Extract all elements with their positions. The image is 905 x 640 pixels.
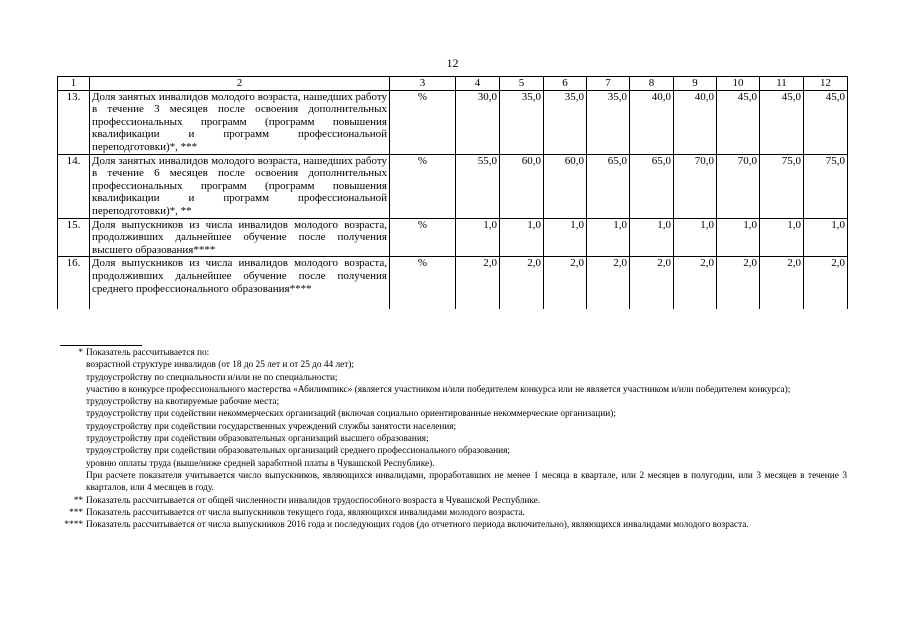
row-value: 1,0 — [674, 218, 717, 257]
row-value: 45,0 — [760, 90, 804, 154]
header-cell: 12 — [804, 77, 848, 91]
row-number: 14. — [58, 154, 90, 218]
header-cell: 6 — [544, 77, 587, 91]
row-value: 35,0 — [587, 90, 630, 154]
page-number: 12 — [446, 56, 459, 70]
row-description: Доля выпускников из числа инвалидов молодого возраста, продолживших дальнейшее обучение после получения среднего профессионального образования**** — [90, 257, 390, 310]
row-value: 70,0 — [674, 154, 717, 218]
row-description: Доля занятых инвалидов молодого возраста, нашедших работу в течение 3 месяцев после освоения дополнительных профессиональных программ (программ повышения квалификации и программ профессиональной переподготовки)*, *** — [90, 90, 390, 154]
footnote-item: трудоустройству по специальности и/или не по специальности; — [86, 372, 338, 383]
table-header-row — [58, 77, 848, 91]
row-value: 35,0 — [500, 90, 544, 154]
row-unit: % — [390, 218, 456, 257]
footnote-item: трудоустройству при содействии некоммерческих организаций (включая социально ориентированные некоммерческие организации); — [86, 409, 616, 420]
footnote-mark: **** — [64, 520, 83, 531]
row-number: 16. — [58, 257, 90, 310]
table-row — [58, 90, 848, 154]
row-unit: % — [390, 90, 456, 154]
header-cell: 8 — [630, 77, 674, 91]
footnote-item: уровню оплаты труда (выше/ниже средней заработной платы в Чувашской Республике). — [86, 458, 435, 469]
row-value: 1,0 — [760, 218, 804, 257]
footnote-item: трудоустройству при содействии образовательных организаций высшего образования; — [86, 434, 429, 445]
indicators-table — [57, 76, 848, 309]
row-value: 2,0 — [456, 257, 500, 310]
footnote-4 — [60, 519, 847, 531]
header-cell: 10 — [717, 77, 760, 91]
row-value: 1,0 — [630, 218, 674, 257]
table-row — [58, 257, 848, 310]
row-value: 70,0 — [717, 154, 760, 218]
row-value: 1,0 — [804, 218, 848, 257]
row-value: 2,0 — [544, 257, 587, 310]
row-value: 65,0 — [630, 154, 674, 218]
footnote-mark: ** — [73, 495, 83, 506]
footnote-text: Показатель рассчитывается от числа выпускников текущего года, являющихся инвалидами молодого возраста. — [86, 507, 525, 518]
footnote-item: возрастной структуре инвалидов (от 18 до 25 лет и от 25 до 44 лет); — [86, 360, 354, 371]
row-value: 60,0 — [500, 154, 544, 218]
row-value: 75,0 — [804, 154, 848, 218]
footnote-divider — [60, 345, 142, 346]
row-number: 15. — [58, 218, 90, 257]
row-value: 40,0 — [674, 90, 717, 154]
footnote-mark: * — [78, 348, 83, 358]
footnote-mark: *** — [69, 507, 83, 518]
header-cell: 5 — [500, 77, 544, 91]
row-value: 30,0 — [456, 90, 500, 154]
footnotes — [60, 347, 847, 531]
footnote-item: трудоустройству на квотируемые рабочие места; — [86, 397, 280, 408]
header-cell: 11 — [760, 77, 804, 91]
row-value: 2,0 — [587, 257, 630, 310]
header-cell: 9 — [674, 77, 717, 91]
row-value: 1,0 — [717, 218, 760, 257]
row-value: 75,0 — [760, 154, 804, 218]
row-value: 35,0 — [544, 90, 587, 154]
row-description: Доля выпускников из числа инвалидов молодого возраста, продолживших дальнейшее обучение после получения высшего образования**** — [90, 218, 390, 257]
row-value: 1,0 — [587, 218, 630, 257]
footnote-1 — [60, 347, 847, 359]
row-value: 2,0 — [804, 257, 848, 310]
table-row — [58, 218, 848, 257]
footnote-text: Показатель рассчитывается от числа выпускников 2016 года и последующих годов (до отчетного периода включительно), являющихся инвалидами молодого возраста. — [86, 520, 749, 531]
header-cell: 7 — [587, 77, 630, 91]
row-value: 2,0 — [500, 257, 544, 310]
row-value: 65,0 — [587, 154, 630, 218]
row-value: 2,0 — [630, 257, 674, 310]
footnote-3 — [60, 507, 847, 519]
header-cell: 1 — [58, 77, 90, 91]
row-value: 55,0 — [456, 154, 500, 218]
footnote-text: Показатель рассчитывается по: — [86, 348, 210, 358]
row-value: 2,0 — [674, 257, 717, 310]
row-value: 2,0 — [760, 257, 804, 310]
table-row — [58, 154, 848, 218]
row-value: 40,0 — [630, 90, 674, 154]
row-unit: % — [390, 154, 456, 218]
row-value: 45,0 — [717, 90, 760, 154]
footnote-paragraph: При расчете показателя учитывается число выпускников, являющихся инвалидами, проработавших не менее 1 месяца в квартале, или 2 месяцев в полугодии, или 3 месяцев в течение 3 кварталов, или 4 месяцев в году. — [86, 470, 847, 494]
row-value: 60,0 — [544, 154, 587, 218]
footnote-item: трудоустройству при содействии государственных учреждений службы занятости населения; — [86, 421, 457, 432]
row-value: 1,0 — [456, 218, 500, 257]
row-unit: % — [390, 257, 456, 310]
row-value: 1,0 — [544, 218, 587, 257]
row-number: 13. — [58, 90, 90, 154]
row-value: 45,0 — [804, 90, 848, 154]
row-value: 2,0 — [717, 257, 760, 310]
row-value: 1,0 — [500, 218, 544, 257]
footnote-item: трудоустройству при содействии образовательных организаций среднего профессионального образования; — [86, 446, 510, 457]
header-cell: 4 — [456, 77, 500, 91]
footnote-item: участию в конкурсе профессионального мастерства «Абилимпикс» (является участником и/или победителем конкурса или не является участником и/или победителем конкурса); — [86, 384, 791, 395]
header-cell: 3 — [390, 77, 456, 91]
row-description: Доля занятых инвалидов молодого возраста, нашедших работу в течение 6 месяцев после освоения дополнительных профессиональных программ (программ повышения квалификации и программ профессиональной переподготовки)*, ** — [90, 154, 390, 218]
footnote-text: Показатель рассчитывается от общей численности инвалидов трудоспособного возраста в Чувашской Республике. — [86, 495, 541, 506]
header-cell: 2 — [90, 77, 390, 91]
footnote-2 — [60, 495, 847, 507]
